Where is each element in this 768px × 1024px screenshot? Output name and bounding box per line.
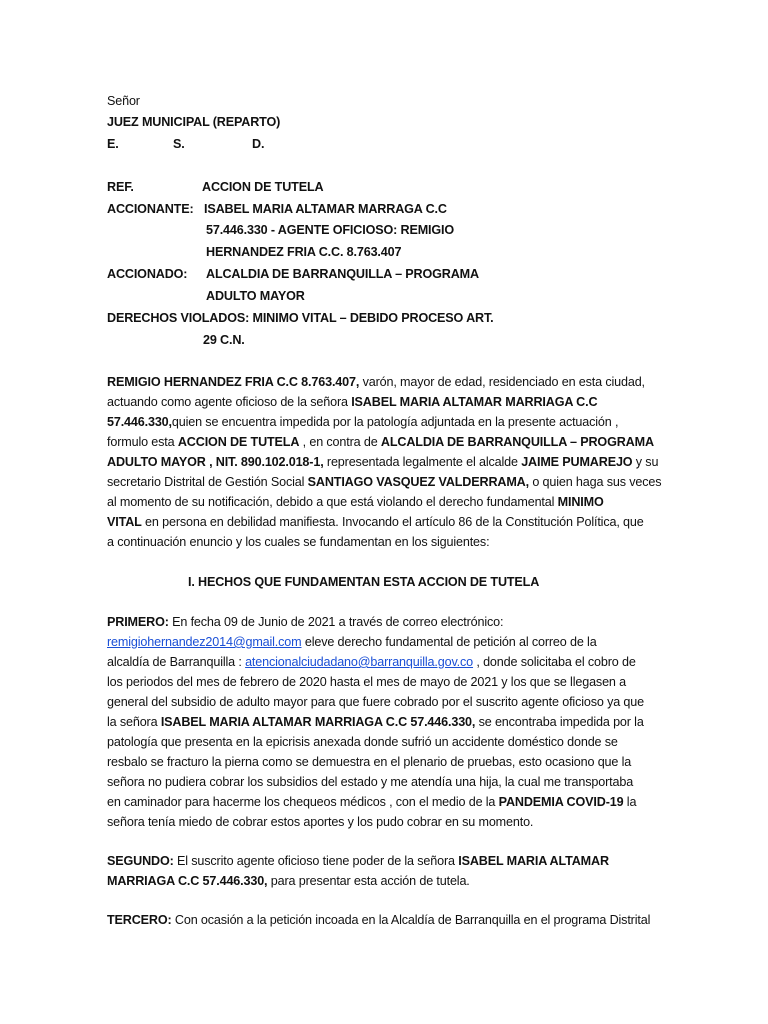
email-link[interactable]: remigiohernandez2014@gmail.com [107, 635, 302, 649]
primero-line: patología que presenta en la epicrisis anexada donde sufrió un accidente doméstico donde se [107, 735, 618, 749]
intro-line [107, 392, 597, 412]
intro-line [107, 452, 658, 472]
primero-line [107, 612, 503, 632]
ref-label: REF. [107, 180, 134, 194]
right-name: MINIMO [557, 495, 604, 509]
esd-e: E. [107, 137, 119, 151]
right-name: VITAL [107, 515, 142, 529]
derechos-cont: 29 C.N. [203, 333, 245, 347]
tercero-text: Con ocasión a la petición incoada en la Alcaldía de Barranquilla en el programa Distrital [171, 913, 651, 927]
tercero-label: TERCERO: [107, 913, 172, 927]
intro-line [107, 412, 618, 432]
mayor-name: JAIME PUMAREJO [521, 455, 633, 469]
primero-line [107, 712, 644, 732]
intro-text: quien se encuentra impedida por la patología adjuntada en la presente actuación , [171, 415, 619, 429]
beneficiary-name: ISABEL MARIA ALTAMAR MARRIAGA C.C 57.446.330, [160, 715, 476, 729]
primero-line: general del subsidio de adulto mayor para que fuere cobrado por el suscrito agente oficioso ya que [107, 695, 644, 709]
derechos-label: DERECHOS VIOLADOS: MINIMO VITAL – DEBIDO PROCESO ART. [107, 311, 494, 325]
intro-text: varón, mayor de edad, residenciado en esta ciudad, [359, 375, 645, 389]
pandemic-label: PANDEMIA COVID-19 [498, 795, 624, 809]
intro-text: y su [632, 455, 659, 469]
primero-line: resbalo se fracturo la pierna como se demuestra en el plenario de pruebas, esto ocasiono que la [107, 755, 632, 769]
intro-text: secretario Distrital de Gestión Social [107, 475, 308, 489]
esd-line [107, 134, 265, 154]
intro-text: en persona en debilidad manifiesta. Invocando el artículo 86 de la Constitución Política, que [141, 515, 644, 529]
primero-text: alcaldía de Barranquilla : [107, 655, 246, 669]
primero-line: los periodos del mes de febrero de 2020 hasta el mes de mayo de 2021 y los que se llegasen a [107, 675, 626, 689]
defendant-name: ALCALDIA DE BARRANQUILLA – PROGRAMA [380, 435, 654, 449]
intro-text: formulo esta [107, 435, 178, 449]
segundo-label: SEGUNDO: [107, 854, 174, 868]
accionante-line: ISABEL MARIA ALTAMAR MARRAGA C.C [204, 202, 447, 216]
section-title: I. HECHOS QUE FUNDAMENTAN ESTA ACCION DE TUTELA [188, 575, 540, 589]
intro-line [107, 492, 604, 512]
primero-line: señora tenía miedo de cobrar estos aportes y los pudo cobrar en su momento. [107, 815, 534, 829]
intro-text: o quien haga sus veces [528, 475, 662, 489]
primero-line [107, 632, 597, 652]
esd-s: S. [173, 137, 185, 151]
accionante-line: 57.446.330 - AGENTE OFICIOSO: REMIGIO [206, 223, 455, 237]
accionado-line: ALCALDIA DE BARRANQUILLA – PROGRAMA [206, 267, 479, 281]
primero-line: señora no pudiera cobrar los subsidios del estado y me atendía una hija, la cual me transportaba [107, 775, 634, 789]
salutation: Señor [107, 94, 140, 108]
intro-line [107, 432, 654, 452]
intro-text: actuando como agente oficioso de la señora [107, 395, 352, 409]
defendant-nit: ADULTO MAYOR , NIT. 890.102.018-1, [107, 455, 324, 469]
addressee-judge: JUEZ MUNICIPAL (REPARTO) [107, 115, 281, 129]
beneficiary-id: MARRIAGA C.C 57.446.330, [107, 874, 268, 888]
email-link[interactable]: atencionalciudadano@barranquilla.gov.co [245, 655, 474, 669]
beneficiary-id: 57.446.330, [107, 415, 172, 429]
primero-text: en caminador para hacerme los chequeos médicos , con el medio de la [107, 795, 499, 809]
primero-text: En fecha 09 de Junio de 2021 a través de correo electrónico: [168, 615, 504, 629]
esd-d: D. [252, 137, 265, 151]
segundo-text: para presentar esta acción de tutela. [267, 874, 470, 888]
intro-text: representada legalmente el alcalde [323, 455, 522, 469]
intro-line: a continuación enuncio y los cuales se fundamentan en los siguientes: [107, 535, 490, 549]
primero-text: , donde solicitaba el cobro de [473, 655, 636, 669]
accionante-line: HERNANDEZ FRIA C.C. 8.763.407 [206, 245, 402, 259]
primero-text: la [623, 795, 637, 809]
accionante-label: ACCIONANTE: [107, 202, 194, 216]
accionante-name: REMIGIO HERNANDEZ FRIA C.C 8.763.407, [107, 375, 360, 389]
primero-text: se encontraba impedida por la [475, 715, 644, 729]
beneficiary-name: ISABEL MARIA ALTAMAR [458, 854, 609, 868]
primero-line [107, 792, 636, 812]
tercero-line [107, 910, 650, 930]
intro-line [107, 512, 644, 532]
primero-text: eleve derecho fundamental de petición al correo de la [301, 635, 597, 649]
intro-line [107, 372, 645, 392]
primero-label: PRIMERO: [107, 615, 169, 629]
ref-value: ACCION DE TUTELA [202, 180, 324, 194]
segundo-line [107, 871, 470, 891]
accionado-line: ADULTO MAYOR [206, 289, 305, 303]
intro-line [107, 472, 661, 492]
segundo-line [107, 851, 609, 871]
beneficiary-name: ISABEL MARIA ALTAMAR MARRIAGA C.C [351, 395, 598, 409]
intro-text: , en contra de [299, 435, 381, 449]
segundo-text: El suscrito agente oficioso tiene poder de la señora [173, 854, 459, 868]
accionado-label: ACCIONADO: [107, 267, 188, 281]
secretary-name: SANTIAGO VASQUEZ VALDERRAMA, [307, 475, 529, 489]
intro-text: al momento de su notificación, debido a que está violando el derecho fundamental [107, 495, 558, 509]
primero-line [107, 652, 636, 672]
primero-text: la señora [107, 715, 161, 729]
action-type: ACCION DE TUTELA [177, 435, 300, 449]
